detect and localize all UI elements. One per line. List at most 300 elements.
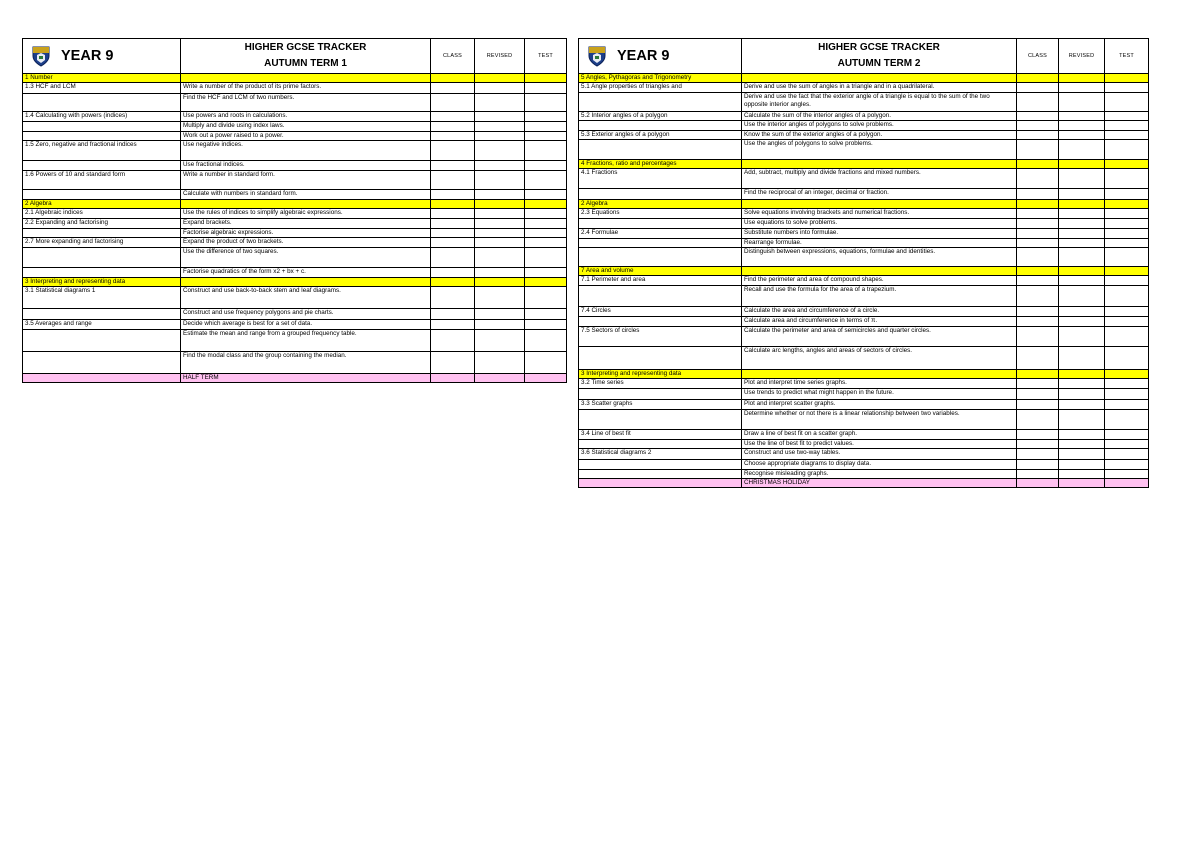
revised-check-cell[interactable] [475,132,525,141]
test-check-cell[interactable] [1105,93,1149,112]
objective-cell [742,267,1017,276]
class-check-cell[interactable] [431,141,475,161]
test-check-cell[interactable] [1105,449,1149,460]
objective-cell: Use trends to predict what might happen in the future. [742,389,1017,400]
class-check-cell[interactable] [1017,83,1059,93]
revised-check-cell[interactable] [475,94,525,112]
test-check-cell[interactable] [525,320,567,330]
test-check-cell[interactable] [525,141,567,161]
test-check-cell[interactable] [525,132,567,141]
topic-cell: 1.4 Calculating with powers (indices) [23,112,181,122]
class-check-cell[interactable] [431,309,475,320]
topic-cell [579,239,742,248]
test-check-cell[interactable] [525,161,567,171]
revised-check-cell[interactable] [1059,460,1105,470]
section-row [579,74,1149,83]
class-check-cell[interactable] [1017,140,1059,160]
class-check-cell[interactable] [431,83,475,94]
objective-row [23,268,567,278]
test-check-cell [525,278,567,287]
topic-cell [579,140,742,160]
class-check-cell[interactable] [431,209,475,219]
header-row [579,39,1149,74]
objective-cell: Derive and use the fact that the exterior angle of a triangle is equal to the sum of the two opposite interior angles. [742,93,1017,112]
topic-cell: 3.2 Time series [579,379,742,389]
header-row [23,39,567,74]
revised-check-cell[interactable] [1059,169,1105,189]
revised-check-cell [1059,370,1105,379]
section-row [23,278,567,287]
objective-cell [742,160,1017,169]
class-check-cell[interactable] [1017,131,1059,140]
objective-row [23,209,567,219]
objective-cell: Construct and use back-to-back stem and leaf diagrams. [181,287,431,309]
revised-check-cell[interactable] [475,229,525,238]
class-check-cell[interactable] [1017,347,1059,370]
class-check-cell[interactable] [1017,121,1059,131]
class-check-cell[interactable] [1017,327,1059,347]
test-check-cell[interactable] [1105,131,1149,140]
objective-row [579,83,1149,93]
test-check-cell[interactable] [1105,307,1149,317]
revised-check-cell[interactable] [1059,286,1105,307]
class-check-cell[interactable] [1017,440,1059,449]
class-check-cell [1017,267,1059,276]
objective-row [23,161,567,171]
test-check-cell[interactable] [1105,286,1149,307]
objective-cell: Draw a line of best fit on a scatter graph. [742,430,1017,440]
test-check-cell[interactable] [525,209,567,219]
objective-row [579,449,1149,460]
test-check-cell[interactable] [1105,219,1149,229]
test-check-cell[interactable] [1105,140,1149,160]
revised-check-cell[interactable] [1059,410,1105,430]
test-check-cell [1105,370,1149,379]
topic-cell: 5.3 Exterior angles of a polygon [579,131,742,140]
revised-check-cell[interactable] [1059,307,1105,317]
topic-cell [23,248,181,268]
class-check-cell[interactable] [1017,400,1059,410]
objective-row [579,189,1149,200]
topic-cell [579,189,742,200]
class-column-header: CLASS [431,39,475,74]
test-check-cell [525,200,567,209]
test-column-header: TEST [525,39,567,74]
class-check-cell[interactable] [431,248,475,268]
class-check-cell[interactable] [1017,93,1059,112]
topic-cell [579,479,742,488]
test-check-cell [1105,74,1149,83]
objective-cell: Calculate arc lengths, angles and areas of sectors of circles. [742,347,1017,370]
revised-check-cell [1059,479,1105,488]
revised-check-cell[interactable] [1059,327,1105,347]
test-check-cell[interactable] [1105,169,1149,189]
revised-check-cell[interactable] [475,330,525,352]
topic-cell [23,352,181,374]
revised-check-cell[interactable] [1059,140,1105,160]
revised-check-cell[interactable] [1059,83,1105,93]
objective-row [579,169,1149,189]
test-check-cell[interactable] [525,171,567,190]
topic-cell: 1.5 Zero, negative and fractional indices [23,141,181,161]
class-check-cell[interactable] [431,268,475,278]
test-check-cell[interactable] [1105,379,1149,389]
section-row [579,370,1149,379]
objective-cell [181,74,431,83]
revised-column-header: REVISED [1059,39,1105,74]
objective-row [579,430,1149,440]
topic-cell: 3.5 Averages and range [23,320,181,330]
revised-check-cell[interactable] [475,141,525,161]
objective-cell: Multiply and divide using index laws. [181,122,431,132]
title-line-2: AUTUMN TERM 2 [837,58,921,69]
test-check-cell[interactable] [525,238,567,248]
topic-cell [23,268,181,278]
topic-cell: 2.7 More expanding and factorising [23,238,181,248]
revised-check-cell[interactable] [1059,93,1105,112]
objective-cell: Expand brackets. [181,219,431,229]
test-check-cell[interactable] [1105,400,1149,410]
revised-check-cell [1059,267,1105,276]
tracker-title [742,39,1017,74]
class-check-cell[interactable] [1017,189,1059,200]
class-check-cell[interactable] [431,190,475,200]
objective-row [579,470,1149,479]
test-check-cell[interactable] [525,112,567,122]
objective-cell: Estimate the mean and range from a grouped frequency table. [181,330,431,352]
test-check-cell [1105,160,1149,169]
class-check-cell [431,374,475,383]
objective-row [579,460,1149,470]
revised-check-cell[interactable] [1059,239,1105,248]
objective-cell: Use the rules of indices to simplify algebraic expressions. [181,209,431,219]
revised-check-cell[interactable] [475,161,525,171]
test-check-cell[interactable] [1105,239,1149,248]
class-check-cell[interactable] [1017,449,1059,460]
revised-check-cell[interactable] [1059,121,1105,131]
section-title: 5 Angles, Pythagoras and Trigonometry [579,74,742,83]
test-check-cell[interactable] [1105,460,1149,470]
section-row [23,200,567,209]
topic-cell [579,219,742,229]
objective-row [579,286,1149,307]
revised-check-cell[interactable] [1059,189,1105,200]
class-check-cell[interactable] [431,112,475,122]
revised-check-cell[interactable] [1059,347,1105,370]
objective-cell [742,370,1017,379]
class-check-cell[interactable] [1017,248,1059,267]
topic-cell: 7.1 Perimeter and area [579,276,742,286]
objective-cell: Expand the product of two brackets. [181,238,431,248]
objective-row [23,171,567,190]
objective-cell [181,200,431,209]
class-check-cell[interactable] [1017,307,1059,317]
class-check-cell[interactable] [1017,219,1059,229]
class-column-header: CLASS [1017,39,1059,74]
test-check-cell[interactable] [1105,121,1149,131]
test-check-cell[interactable] [1105,327,1149,347]
test-check-cell[interactable] [1105,248,1149,267]
section-title: 3 Interpreting and representing data [579,370,742,379]
class-check-cell[interactable] [431,132,475,141]
class-check-cell[interactable] [1017,209,1059,219]
test-check-cell[interactable] [525,190,567,200]
class-check-cell[interactable] [431,229,475,238]
objective-cell: Write a number of the product of its prime factors. [181,83,431,94]
revised-check-cell [475,278,525,287]
objective-cell: Know the sum of the exterior angles of a polygon. [742,131,1017,140]
revised-check-cell[interactable] [1059,276,1105,286]
test-check-cell [525,74,567,83]
class-check-cell [431,200,475,209]
test-check-cell[interactable] [525,219,567,229]
test-check-cell[interactable] [1105,317,1149,327]
revised-check-cell[interactable] [1059,400,1105,410]
objective-row [23,94,567,112]
test-column-header: TEST [1105,39,1149,74]
class-check-cell [431,278,475,287]
test-check-cell[interactable] [1105,83,1149,93]
topic-cell: 3.4 Line of best fit [579,430,742,440]
objective-cell: Use the interior angles of polygons to solve problems. [742,121,1017,131]
test-check-cell[interactable] [1105,209,1149,219]
test-check-cell[interactable] [1105,189,1149,200]
objective-row [23,190,567,200]
class-check-cell[interactable] [1017,286,1059,307]
objective-row [23,83,567,94]
objective-row [23,352,567,374]
class-check-cell[interactable] [431,352,475,374]
objective-row [23,141,567,161]
revised-check-cell[interactable] [1059,449,1105,460]
test-check-cell[interactable] [1105,440,1149,449]
objective-row [579,389,1149,400]
test-check-cell[interactable] [525,268,567,278]
class-check-cell[interactable] [431,238,475,248]
revised-check-cell[interactable] [475,287,525,309]
test-check-cell[interactable] [1105,276,1149,286]
objective-cell: Add, subtract, multiply and divide fractions and mixed numbers. [742,169,1017,189]
test-check-cell[interactable] [525,330,567,352]
objective-cell: Calculate area and circumference in terms of π. [742,317,1017,327]
test-check-cell[interactable] [525,352,567,374]
topic-cell: 7.4 Circles [579,307,742,317]
objective-row [579,131,1149,140]
objective-cell: Work out a power raised to a power. [181,132,431,141]
test-check-cell[interactable] [1105,470,1149,479]
topic-cell [23,132,181,141]
topic-cell: 1.6 Powers of 10 and standard form [23,171,181,190]
revised-check-cell[interactable] [1059,209,1105,219]
objective-row [23,248,567,268]
test-check-cell [1105,267,1149,276]
school-crest-icon [31,45,51,67]
test-check-cell[interactable] [525,122,567,132]
class-check-cell[interactable] [1017,430,1059,440]
revised-check-cell[interactable] [475,112,525,122]
class-check-cell[interactable] [1017,379,1059,389]
revised-check-cell[interactable] [1059,379,1105,389]
class-check-cell[interactable] [1017,460,1059,470]
topic-cell: 2.4 Formulae [579,229,742,239]
test-check-cell[interactable] [525,94,567,112]
objective-row [579,327,1149,347]
section-row [579,200,1149,209]
objective-cell: Solve equations involving brackets and numerical fractions. [742,209,1017,219]
tracker-table-autumn-2 [578,38,1149,488]
topic-cell [579,121,742,131]
topic-cell: 3.1 Statistical diagrams 1 [23,287,181,309]
test-check-cell[interactable] [525,309,567,320]
objective-cell: Find the HCF and LCM of two numbers. [181,94,431,112]
test-check-cell[interactable] [1105,430,1149,440]
objective-row [579,379,1149,389]
topic-cell [579,470,742,479]
school-crest-icon [587,45,607,67]
topic-cell [23,94,181,112]
class-check-cell[interactable] [431,171,475,190]
holiday-label: CHRISTMAS HOLIDAY [742,479,1017,488]
class-check-cell [1017,74,1059,83]
test-check-cell [1105,200,1149,209]
revised-check-cell[interactable] [475,171,525,190]
revised-check-cell[interactable] [1059,389,1105,400]
class-check-cell[interactable] [1017,276,1059,286]
revised-check-cell[interactable] [1059,430,1105,440]
objective-row [579,307,1149,317]
title-line-1: HIGHER GCSE TRACKER [818,42,940,53]
test-check-cell[interactable] [525,248,567,268]
objective-cell: Calculate the perimeter and area of semicircles and quarter circles. [742,327,1017,347]
revised-check-cell [475,374,525,383]
topic-cell: 2.3 Equations [579,209,742,219]
revised-check-cell[interactable] [1059,219,1105,229]
revised-check-cell[interactable] [1059,440,1105,449]
class-check-cell[interactable] [431,320,475,330]
revised-check-cell [1059,74,1105,83]
test-check-cell[interactable] [525,287,567,309]
revised-check-cell[interactable] [1059,248,1105,267]
test-check-cell[interactable] [525,83,567,94]
revised-check-cell[interactable] [475,190,525,200]
class-check-cell[interactable] [431,330,475,352]
revised-check-cell[interactable] [1059,131,1105,140]
topic-cell [23,161,181,171]
objective-cell: Calculate the sum of the interior angles of a polygon. [742,112,1017,121]
test-check-cell[interactable] [525,229,567,238]
class-check-cell[interactable] [431,287,475,309]
objective-row [579,317,1149,327]
class-check-cell[interactable] [1017,229,1059,239]
year-cell [579,39,742,74]
revised-check-cell[interactable] [1059,317,1105,327]
section-row [579,267,1149,276]
revised-check-cell [1059,160,1105,169]
class-check-cell [431,74,475,83]
test-check-cell[interactable] [1105,347,1149,370]
revised-check-cell[interactable] [475,238,525,248]
topic-cell: 2.2 Expanding and factorising [23,219,181,229]
revised-check-cell[interactable] [475,209,525,219]
revised-check-cell[interactable] [475,309,525,320]
revised-check-cell[interactable] [475,248,525,268]
section-title: 1 Number [23,74,181,83]
section-title: 2 Algebra [23,200,181,209]
topic-cell [579,248,742,267]
objective-cell: Determine whether or not there is a linear relationship between two variables. [742,410,1017,430]
topic-cell [23,374,181,383]
topic-cell [23,309,181,320]
objective-row [579,239,1149,248]
objective-row [23,112,567,122]
test-check-cell[interactable] [1105,229,1149,239]
holiday-row [579,479,1149,488]
objective-cell: Decide which average is best for a set of data. [181,320,431,330]
revised-check-cell[interactable] [475,320,525,330]
revised-check-cell[interactable] [475,352,525,374]
class-check-cell[interactable] [431,94,475,112]
class-check-cell[interactable] [431,219,475,229]
class-check-cell[interactable] [1017,410,1059,430]
test-check-cell[interactable] [1105,112,1149,121]
title-line-1: HIGHER GCSE TRACKER [244,42,367,53]
class-check-cell[interactable] [1017,389,1059,400]
topic-cell [579,286,742,307]
objective-row [579,112,1149,121]
revised-check-cell [1059,200,1105,209]
test-check-cell[interactable] [1105,389,1149,400]
class-check-cell[interactable] [431,122,475,132]
class-check-cell[interactable] [1017,112,1059,121]
revised-check-cell[interactable] [475,268,525,278]
section-row [23,74,567,83]
objective-cell [742,200,1017,209]
objective-cell: Construct and use frequency polygons and pie charts. [181,309,431,320]
revised-check-cell[interactable] [475,219,525,229]
objective-cell [181,278,431,287]
objective-row [579,276,1149,286]
class-check-cell[interactable] [1017,317,1059,327]
objective-cell: Use the angles of polygons to solve problems. [742,140,1017,160]
topic-cell [23,330,181,352]
section-row [579,160,1149,169]
objective-cell: Use fractional indices. [181,161,431,171]
objective-cell: Plot and interpret scatter graphs. [742,400,1017,410]
class-check-cell[interactable] [431,161,475,171]
revised-check-cell[interactable] [475,122,525,132]
class-check-cell[interactable] [1017,470,1059,479]
class-check-cell[interactable] [1017,169,1059,189]
objective-cell: Find the modal class and the group containing the median. [181,352,431,374]
topic-cell [23,190,181,200]
objective-cell: Calculate with numbers in standard form. [181,190,431,200]
objective-cell: Construct and use two-way tables. [742,449,1017,460]
revised-check-cell[interactable] [1059,229,1105,239]
objective-row [579,229,1149,239]
topic-cell [579,410,742,430]
revised-check-cell [475,200,525,209]
tracker-title [181,39,431,74]
objective-cell: Factorise quadratics of the form x2 + bx + c. [181,268,431,278]
revised-check-cell[interactable] [1059,112,1105,121]
revised-check-cell[interactable] [1059,470,1105,479]
objective-cell: Recognise misleading graphs. [742,470,1017,479]
objective-row [23,287,567,309]
revised-check-cell[interactable] [475,83,525,94]
topic-cell [579,460,742,470]
class-check-cell[interactable] [1017,239,1059,248]
test-check-cell[interactable] [1105,410,1149,430]
